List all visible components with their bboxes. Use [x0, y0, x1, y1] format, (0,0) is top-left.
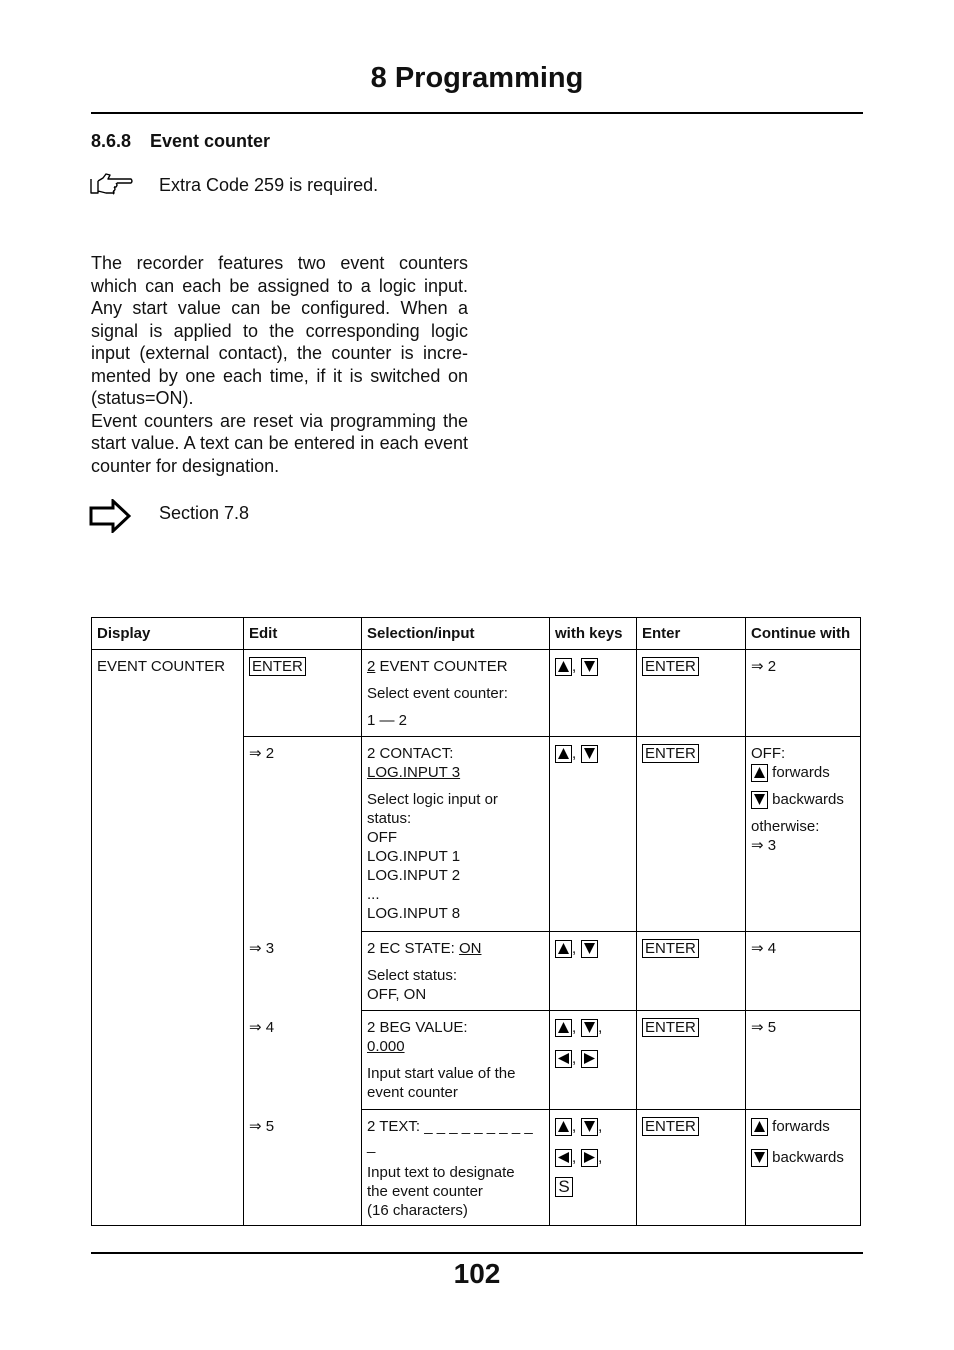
- down-arrow-icon: [751, 791, 768, 809]
- selection-value: 0.000: [367, 1038, 405, 1055]
- edit-cell: [244, 1110, 362, 1226]
- header-selection: Selection/input: [362, 618, 550, 650]
- table-row: [92, 650, 861, 737]
- section-heading: [91, 131, 270, 152]
- table-header-row: [92, 618, 861, 650]
- keys-cell: [550, 737, 637, 932]
- down-arrow-icon: [581, 658, 598, 676]
- display-cell: [92, 1011, 244, 1110]
- selection-cell: [362, 1011, 550, 1110]
- continue-text: forwards: [772, 764, 830, 781]
- table-row: [92, 1110, 861, 1226]
- selection-line: Select event counter:: [367, 685, 508, 702]
- section-number: 8.6.8: [91, 131, 132, 151]
- right-arrow-key-icon: [581, 1050, 598, 1068]
- display-cell: [92, 1110, 244, 1226]
- selection-line: 1 — 2: [367, 712, 408, 729]
- pointing-hand-icon: [89, 172, 135, 201]
- display-cell: [92, 737, 244, 932]
- selection-line: LOG.INPUT 2: [367, 867, 461, 884]
- edit-text: ⇒ 2: [249, 745, 275, 762]
- selection-line: Select status:: [367, 967, 458, 984]
- header-enter: Enter: [637, 618, 746, 650]
- comma: ,: [598, 1019, 603, 1036]
- selection-value: LOG.INPUT 3: [367, 764, 461, 781]
- s-key: S: [555, 1177, 573, 1197]
- display-text: EVENT COUNTER: [97, 658, 226, 675]
- enter-key: ENTER: [642, 744, 699, 763]
- keys-cell: [550, 1110, 637, 1226]
- footer-rule: [91, 1252, 863, 1254]
- selection-line: status:: [367, 810, 412, 827]
- selection-main: 2 BEG VALUE:: [367, 1019, 468, 1036]
- down-arrow-icon: [581, 1118, 598, 1136]
- continue-text: backwards: [772, 791, 844, 809]
- continue-text: ⇒ 2: [751, 658, 777, 675]
- up-arrow-icon: [751, 1118, 768, 1136]
- header-continue: Continue with: [746, 618, 861, 650]
- selection-line: LOG.INPUT 8: [367, 905, 461, 922]
- edit-text: ⇒ 5: [249, 1117, 275, 1135]
- keys-cell: [550, 650, 637, 737]
- selection-cell: [362, 932, 550, 1011]
- table-row: [92, 1011, 861, 1110]
- selection-line: LOG.INPUT 1: [367, 848, 461, 865]
- header-keys: with keys: [550, 618, 637, 650]
- header-edit: Edit: [244, 618, 362, 650]
- continue-text: OFF:: [751, 745, 786, 762]
- up-arrow-icon: [555, 658, 572, 676]
- selection-main: 2 EC STATE:: [367, 940, 459, 957]
- chapter-title: 8 Programming: [370, 62, 584, 94]
- comma: ,: [598, 1149, 603, 1167]
- continue-cell: [746, 1011, 861, 1110]
- edit-text: ⇒ 4: [249, 1018, 275, 1036]
- enter-key: ENTER: [249, 657, 306, 676]
- up-arrow-icon: [555, 1118, 572, 1136]
- table-row: [92, 932, 861, 1011]
- selection-main: EVENT COUNTER: [375, 658, 508, 675]
- enter-cell: [637, 737, 746, 932]
- selection-value: ON: [458, 940, 482, 957]
- enter-key: ENTER: [642, 1018, 699, 1037]
- comma: ,: [572, 1149, 577, 1167]
- enter-key: ENTER: [642, 939, 699, 958]
- selection-line: the event counter: [367, 1183, 483, 1200]
- display-cell: [92, 650, 244, 737]
- selection-line: Input start value of the: [367, 1065, 516, 1082]
- right-arrow-key-icon: [581, 1149, 598, 1167]
- down-arrow-icon: [581, 745, 598, 763]
- down-arrow-icon: [581, 1019, 598, 1037]
- display-cell: [92, 932, 244, 1011]
- selection-main: 2 TEXT: _ _ _ _ _ _ _ _ _ _: [367, 1118, 533, 1154]
- selection-line: event counter: [367, 1084, 458, 1101]
- enter-cell: [637, 1110, 746, 1226]
- comma: ,: [572, 658, 577, 675]
- enter-cell: [637, 650, 746, 737]
- continue-text: ⇒ 4: [751, 940, 777, 957]
- section-title: Event counter: [150, 131, 271, 151]
- enter-cell: [637, 1011, 746, 1110]
- selection-cell: [362, 650, 550, 737]
- down-arrow-icon: [581, 940, 598, 958]
- comma: ,: [572, 940, 577, 957]
- keys-cell: [550, 1011, 637, 1110]
- selection-main: 2 CONTACT:: [367, 745, 454, 762]
- selection-value: 2: [367, 658, 376, 675]
- header-rule: [91, 112, 863, 114]
- edit-cell: [244, 650, 362, 737]
- comma: ,: [572, 1019, 577, 1036]
- up-arrow-icon: [751, 764, 768, 782]
- enter-cell: [637, 932, 746, 1011]
- table-row: [92, 737, 861, 932]
- continue-text: ⇒ 3: [751, 837, 777, 855]
- enter-key: ENTER: [642, 1117, 699, 1136]
- comma: ,: [572, 1050, 577, 1068]
- edit-cell: [244, 737, 362, 932]
- selection-cell: [362, 1110, 550, 1226]
- up-arrow-icon: [555, 745, 572, 763]
- continue-cell: [746, 737, 861, 932]
- left-arrow-icon: [555, 1050, 572, 1068]
- body-paragraph-1: The recorder features two event counters which can each be assigned to a logic input. Any start value can be configured. When a signal is applied to the corresponding logic input (external contact), the counter is incre-mented by one each time, if it is switched on (status=ON).: [91, 253, 468, 408]
- continue-text: ⇒ 5: [751, 1019, 777, 1036]
- edit-cell: [244, 1011, 362, 1110]
- left-arrow-icon: [555, 1149, 572, 1167]
- selection-line: Select logic input or: [367, 791, 498, 808]
- enter-key: ENTER: [642, 657, 699, 676]
- edit-cell: [244, 932, 362, 1011]
- programming-table: [91, 617, 861, 1226]
- selection-line: OFF: [367, 829, 397, 846]
- right-arrow-icon: [89, 499, 131, 538]
- down-arrow-icon: [751, 1149, 768, 1167]
- note-text: Extra Code 259 is required.: [159, 175, 379, 195]
- edit-text: ⇒ 3: [249, 939, 275, 957]
- continue-cell: [746, 932, 861, 1011]
- comma: ,: [572, 745, 577, 762]
- continue-cell: [746, 1110, 861, 1226]
- continue-text: forwards: [772, 1118, 830, 1135]
- comma: ,: [598, 1118, 603, 1135]
- page-number: 102: [453, 1258, 501, 1289]
- xref-text: Section 7.8: [159, 503, 250, 523]
- header-display: Display: [92, 618, 244, 650]
- keys-cell: [550, 932, 637, 1011]
- selection-line: Input text to designate: [367, 1164, 515, 1181]
- selection-line: OFF, ON: [367, 986, 427, 1003]
- body-paragraph-2: Event counters are reset via programming the start value. A text can be entered in each event counter for designation.: [91, 410, 468, 476]
- selection-line: (16 characters): [367, 1202, 468, 1219]
- continue-text: backwards: [772, 1149, 844, 1167]
- selection-cell: [362, 737, 550, 932]
- continue-cell: [746, 650, 861, 737]
- body-text: [91, 252, 468, 477]
- comma: ,: [572, 1118, 577, 1135]
- continue-text: otherwise:: [751, 818, 820, 836]
- up-arrow-icon: [555, 940, 572, 958]
- up-arrow-icon: [555, 1019, 572, 1037]
- selection-line: ...: [367, 886, 380, 903]
